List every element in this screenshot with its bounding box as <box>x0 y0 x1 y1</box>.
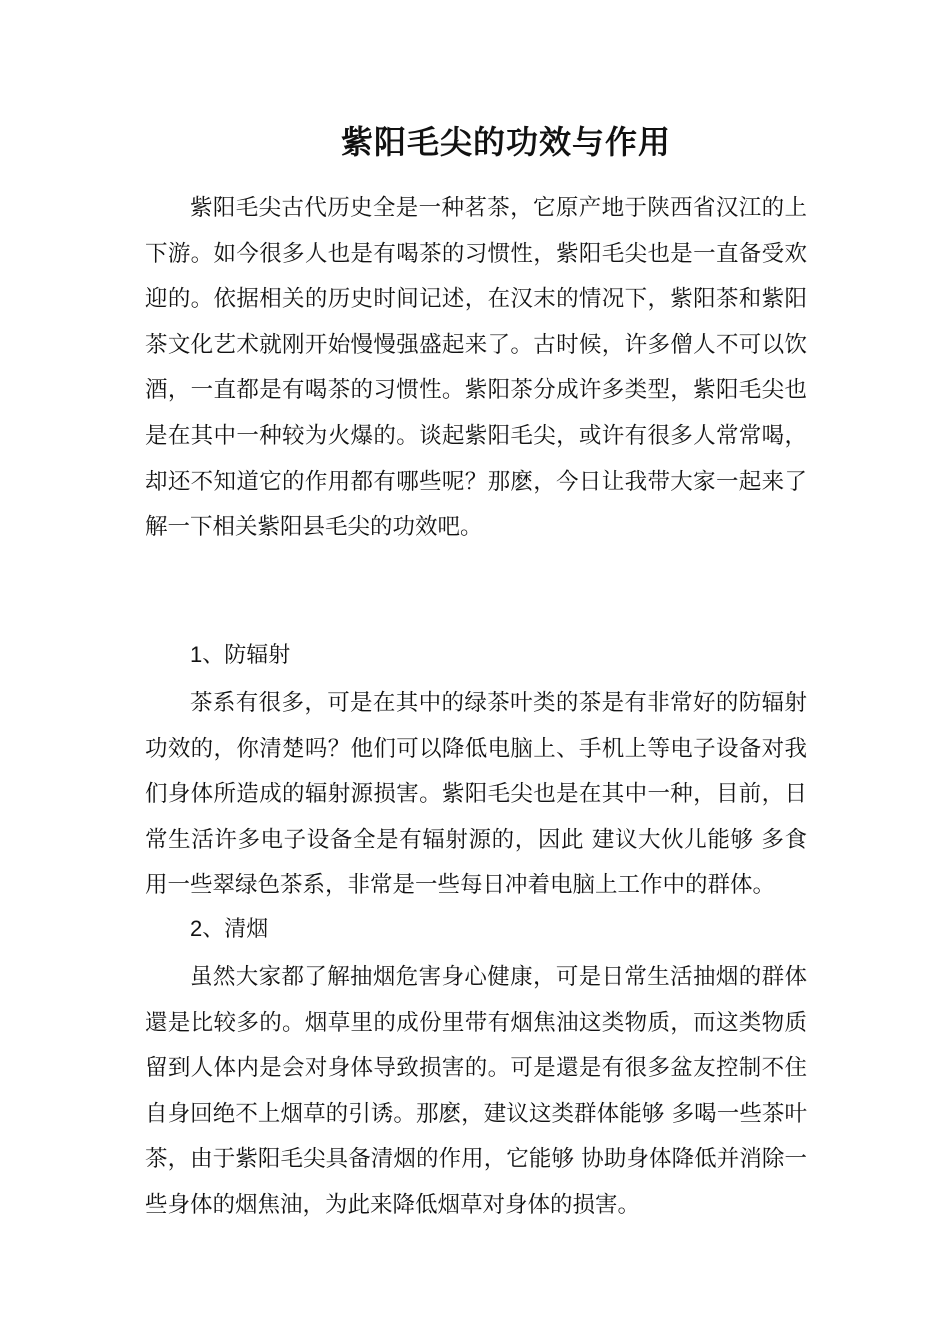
intro-paragraph: 紫阳毛尖古代历史全是一种茗茶，它原产地于陕西省汉江的上下游。如今很多人也是有喝茶的习惯性，紫阳毛尖也是一直备受欢迎的。依据相关的历史时间记述，在汉末的情况下，紫阳茶和紫阳茶文化艺术就刚开始慢慢强盛起来了。古时候，许多僧人不可以饮酒，一直都是有喝茶的习惯性。紫阳茶分成许多类型，紫阳毛尖也是在其中一种较为火爆的。谈起紫阳毛尖，或许有很多人常常喝，却还不知道它的作用都有哪些呢？那麽，今日让我带大家一起来了解一下相关紫阳县毛尖的功效吧。 <box>145 195 807 541</box>
document-title: 紫阳毛尖的功效与作用 <box>340 123 671 161</box>
section-heading-1 <box>190 635 290 676</box>
section-number: 2、 <box>190 916 225 941</box>
section-heading-2 <box>190 909 268 950</box>
section-heading-text: 防辐射 <box>224 643 291 668</box>
section-number: 1、 <box>190 642 225 667</box>
section-body-1: 茶系有很多，可是在其中的绿茶叶类的茶是有非常好的防辐射功效的，你清楚吗？他们可以降低电脑上、手机上等电子设备对我们身体所造成的辐射源损害。紫阳毛尖也是在其中一种，目前，日常生活许多电子设备全是有辐射源的，因此 建议大伙儿能够 多食用一些翠绿色茶系，非常是一些每日冲着电脑上工作中的群体。 <box>145 690 807 899</box>
section-body-2: 虽然大家都了解抽烟危害身心健康，可是日常生活抽烟的群体還是比较多的。烟草里的成份里带有烟焦油这类物质，而这类物质留到人体内是会对身体导致损害的。可是還是有很多盆友控制不住自身回绝不上烟草的引诱。那麽，建议这类群体能够 多喝一些茶叶茶，由于紫阳毛尖具备清烟的作用，它能够 协助身体降低并消除一些身体的烟焦油，为此来降低烟草对身体的损害。 <box>145 964 807 1218</box>
section-heading-text: 清烟 <box>224 917 269 942</box>
